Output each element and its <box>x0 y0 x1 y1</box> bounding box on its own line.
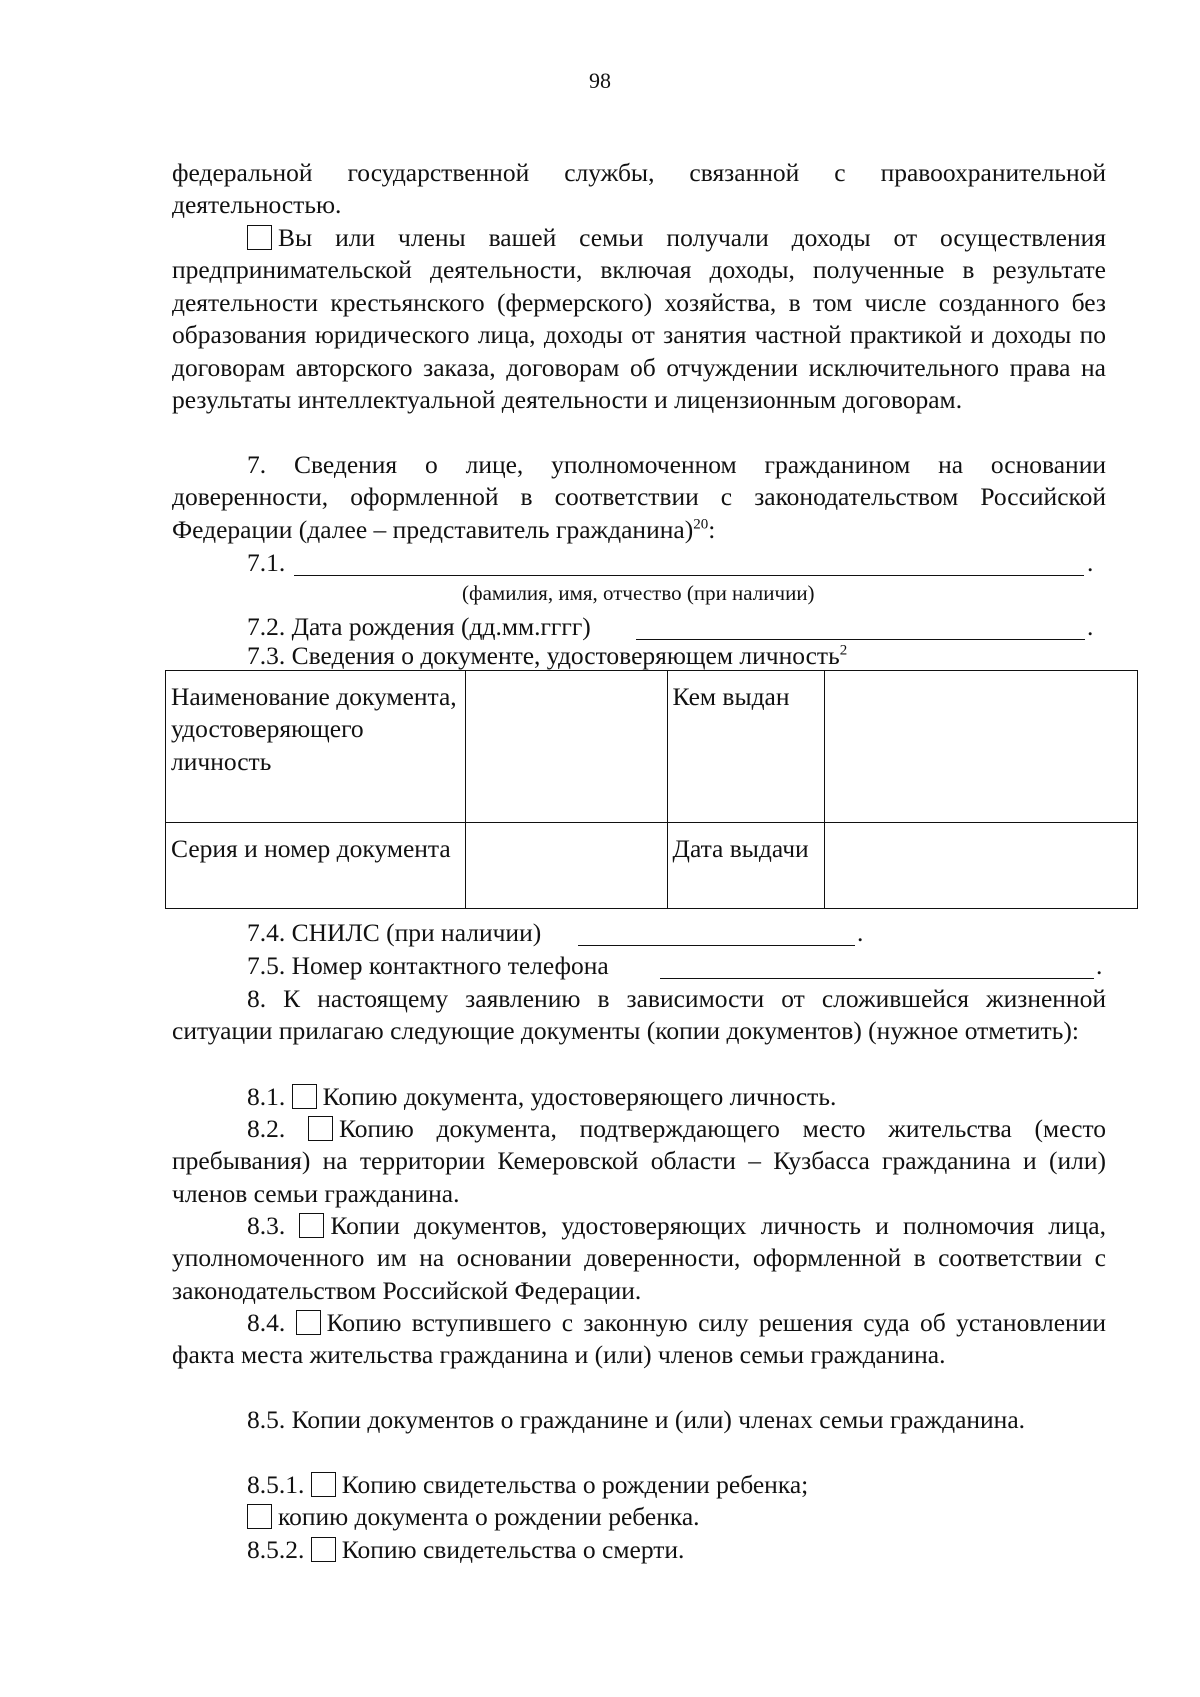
item-8-5-1-checkbox[interactable] <box>311 1472 336 1497</box>
item-8-5-1-num: 8.5.1. <box>247 1470 305 1499</box>
item-8-5-text: 8.5. Копии документов о гражданине и (или) членах семьи гражданина. <box>247 1405 1026 1434</box>
item-7-5-dot: . <box>1096 951 1103 980</box>
item-8-3-checkbox[interactable] <box>299 1213 324 1238</box>
paragraph-continued-text: федеральной государственной службы, связанной с правоохранительной деятельностью. <box>172 158 1106 220</box>
item-8-2-text: Копию документа, подтверждающего место жительства (место пребывания) на территории Кемеровской области – Кузбасса гражданина и (или) членов семьи гражданина. <box>172 1114 1106 1208</box>
section-7-colon: : <box>708 514 716 544</box>
item-8-5-2-text: Копию свидетельства о смерти. <box>341 1535 685 1564</box>
series-number-value[interactable] <box>465 823 667 909</box>
item-7-3-label <box>247 640 847 672</box>
item-8-1-checkbox[interactable] <box>292 1084 317 1109</box>
item-8-2-num: 8.2. <box>247 1114 286 1143</box>
section-8-text: 8. К настоящему заявлению в зависимости от сложившейся жизненной ситуации прилагаю следующие документы (копии документов) (нужное отметить): <box>172 984 1106 1046</box>
item-7-1-input-line[interactable] <box>294 575 1084 576</box>
item-7-2-label: 7.2. Дата рождения (дд.мм.гггг) <box>247 612 591 641</box>
doc-name-value[interactable] <box>465 671 667 823</box>
doc-name-label: Наименование документа, удостоверяющего личность <box>166 671 466 823</box>
page-number: 98 <box>589 68 611 93</box>
item-8-4-text: Копию вступившего с законную силу решения суда об установлении факта места жительства гражданина и (или) членов семьи гражданина. <box>172 1308 1106 1370</box>
issued-by-value[interactable] <box>825 671 1138 823</box>
item-8-4 <box>172 1307 1106 1372</box>
item-7-4-dot: . <box>857 918 864 947</box>
item-8-5-1b-checkbox[interactable] <box>247 1504 272 1529</box>
item-8-3-text: Копии документов, удостоверяющих личность и полномочия лица, уполномоченного им на основании доверенности, оформленной в соответствии с законодательством Российской Федерации. <box>172 1211 1107 1305</box>
item-7-5-label: 7.5. Номер контактного телефона <box>247 951 609 980</box>
item-8-5-2-num: 8.5.2. <box>247 1535 305 1564</box>
item-8-4-checkbox[interactable] <box>296 1310 321 1335</box>
item-8-2 <box>172 1113 1106 1210</box>
issued-by-label: Кем выдан <box>667 671 825 823</box>
item-8-5 <box>172 1404 1106 1436</box>
section-7-text: 7. Сведения о лице, уполномоченном гражданином на основании доверенности, оформленной в соответствии с законодательством Российской Федерации (далее – представитель гражданина) <box>172 450 1106 544</box>
item-8-5-2-checkbox[interactable] <box>311 1537 336 1562</box>
footnote-20: 20 <box>693 516 709 533</box>
item-8-4-num: 8.4. <box>247 1308 286 1337</box>
footnote-2: 2 <box>839 642 848 659</box>
item-8-1-text: Копию документа, удостоверяющего личность. <box>322 1082 837 1111</box>
issue-date-label: Дата выдачи <box>667 823 825 909</box>
income-checkbox[interactable] <box>247 225 272 250</box>
item-7-1-dot: . <box>1087 548 1094 577</box>
item-7-1-hint: (фамилия, имя, отчество (при наличии) <box>462 581 815 605</box>
section-8-heading <box>172 983 1106 1048</box>
item-8-3-num: 8.3. <box>247 1211 286 1240</box>
item-7-5-input-line[interactable] <box>660 978 1094 979</box>
paragraph-income-text: Вы или члены вашей семьи получали доходы от осуществления предпринимательской деятельности, включая доходы, полученные в результате деятельности крестьянского (фермерского) хозяйства, в том числе созданного без образования юридического лица, доходы от занятия частной практикой и доходы по договорам авторского заказа, договорам об отчуждении исключительного права на результаты интеллектуальной деятельности и лицензионным договорам. <box>172 223 1106 415</box>
item-8-2-checkbox[interactable] <box>308 1116 333 1141</box>
issue-date-value[interactable] <box>825 823 1138 909</box>
series-number-label: Серия и номер документа <box>166 823 466 909</box>
item-8-5-1-text: Копию свидетельства о рождении ребенка; <box>341 1470 809 1499</box>
item-8-5-1b <box>172 1501 1106 1533</box>
item-7-3-text: 7.3. Сведения о документе, удостоверяющем личность <box>247 641 840 670</box>
section-7-heading <box>172 449 1106 546</box>
item-8-3 <box>172 1210 1106 1307</box>
item-8-1-num: 8.1. <box>247 1082 286 1111</box>
paragraph-income <box>172 222 1106 416</box>
item-7-2-dot: . <box>1087 612 1094 641</box>
paragraph-continued <box>172 157 1106 222</box>
item-8-5-1 <box>172 1469 1106 1501</box>
item-7-4-input-line[interactable] <box>578 945 855 946</box>
item-8-1 <box>172 1081 1106 1113</box>
item-8-5-1b-text: копию документа о рождении ребенка. <box>278 1502 700 1531</box>
identity-document-table <box>165 670 1138 909</box>
item-8-5-2 <box>172 1534 1106 1566</box>
item-7-4-label: 7.4. СНИЛС (при наличии) <box>247 918 542 947</box>
item-7-1-label: 7.1. <box>247 548 286 577</box>
